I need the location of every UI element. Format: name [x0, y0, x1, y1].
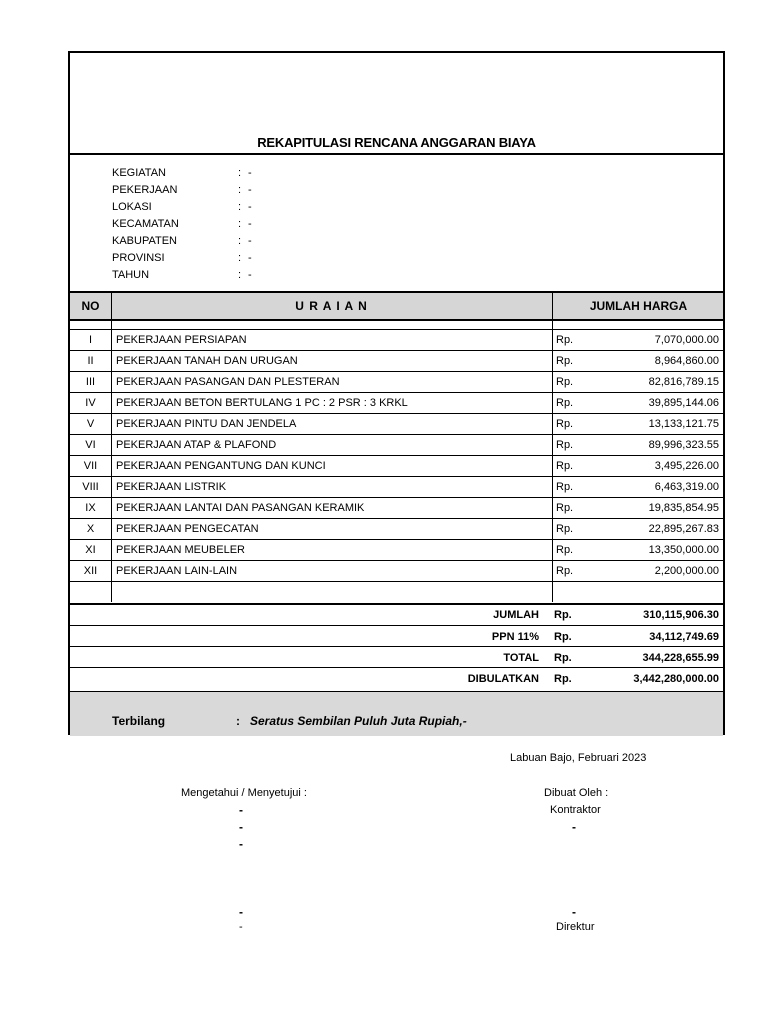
table-row: VII PEKERJAAN PENGANTUNG DAN KUNCI Rp. 3,495,226.00 [70, 455, 723, 476]
terbilang-box [70, 691, 723, 736]
info-label: TAHUN [112, 268, 150, 281]
table-row: V PEKERJAAN PINTU DAN JENDELA Rp. 13,133,121.75 [70, 413, 723, 434]
blank-row [70, 581, 723, 605]
right-sign-dash: - [572, 820, 576, 834]
right-sign-title: Dibuat Oleh : [544, 787, 609, 799]
left-sign-dash: - [239, 837, 243, 851]
table-row: I PEKERJAAN PERSIAPAN Rp. 7,070,000.00 [70, 329, 723, 350]
project-info [112, 164, 252, 283]
terbilang-text: Seratus Sembilan Puluh Juta Rupiah,- [250, 714, 467, 728]
table-row: VIII PEKERJAAN LISTRIK Rp. 6,463,319.00 [70, 476, 723, 497]
table-row: III PEKERJAAN PASANGAN DAN PLESTERAN Rp. 82,816,789.15 [70, 371, 723, 392]
table-row: XII PEKERJAAN LAIN-LAIN Rp. 2,200,000.00 [70, 560, 723, 581]
header-jumlah: JUMLAH HARGA [589, 299, 688, 313]
totals-table [70, 604, 723, 688]
place-date: Labuan Bajo, Februari 2023 [510, 752, 647, 764]
info-value: - [248, 217, 252, 230]
info-label: PROVINSI [112, 251, 165, 264]
info-row: KEGIATAN : - [112, 166, 252, 179]
left-sign-dash: - [239, 820, 243, 834]
left-sign-dash: - [239, 803, 243, 817]
info-row: KECAMATAN : - [112, 217, 252, 230]
table-row: IX PEKERJAAN LANTAI DAN PASANGAN KERAMIK Rp. 19,835,854.95 [70, 497, 723, 518]
header-uraian: U R A I A N [295, 299, 368, 313]
table-row: X PEKERJAAN PENGECATAN Rp. 22,895,267.83 [70, 518, 723, 539]
table-row: IV PEKERJAAN BETON BERTULANG 1 PC : 2 PSR : 3 KRKL Rp. 39,895,144.06 [70, 392, 723, 413]
totals-row: PPN 11% Rp. 34,112,749.69 [70, 625, 723, 646]
totals-row: JUMLAH Rp. 310,115,906.30 [493, 608, 719, 621]
left-sign-position: - [239, 921, 243, 933]
info-row: TAHUN : - [112, 268, 252, 281]
right-sign-name: - [572, 905, 576, 919]
page-title: REKAPITULASI RENCANA ANGGARAN BIAYA [257, 135, 536, 150]
right-sign-role: Direktur [556, 921, 595, 933]
info-value: - [248, 200, 252, 213]
right-sign-org: Kontraktor [550, 804, 601, 816]
info-label: LOKASI [112, 200, 152, 213]
info-label: KEGIATAN [112, 166, 166, 179]
info-row: LOKASI : - [112, 200, 252, 213]
items-table [70, 329, 723, 581]
header-no: NO [81, 299, 100, 313]
info-row: KABUPATEN : - [112, 234, 252, 247]
info-value: - [248, 166, 252, 179]
table-row: XI PEKERJAAN MEUBELER Rp. 13,350,000.00 [70, 539, 723, 560]
table-row: VI PEKERJAAN ATAP & PLAFOND Rp. 89,996,323.55 [70, 434, 723, 455]
info-value: - [248, 251, 252, 264]
table-header [70, 291, 723, 321]
totals-row: TOTAL Rp. 344,228,655.99 [70, 646, 723, 667]
totals-row: DIBULATKAN Rp. 3,442,280,000.00 [70, 667, 723, 688]
info-label: KABUPATEN [112, 234, 177, 247]
info-label: PEKERJAAN [112, 183, 178, 196]
table-row: II PEKERJAAN TANAH DAN URUGAN Rp. 8,964,860.00 [70, 350, 723, 371]
left-sign-title: Mengetahui / Menyetujui : [181, 787, 307, 799]
title-divider [70, 153, 723, 155]
info-value: - [248, 183, 252, 196]
terbilang-label: Terbilang [112, 714, 166, 728]
left-sign-name: - [239, 905, 243, 919]
info-label: KECAMATAN [112, 217, 179, 230]
document-frame [68, 51, 725, 735]
info-row: PEKERJAAN : - [112, 183, 252, 196]
info-value: - [248, 268, 252, 281]
info-value: - [248, 234, 252, 247]
terbilang-colon: : [236, 714, 240, 728]
info-row: PROVINSI : - [112, 251, 252, 264]
